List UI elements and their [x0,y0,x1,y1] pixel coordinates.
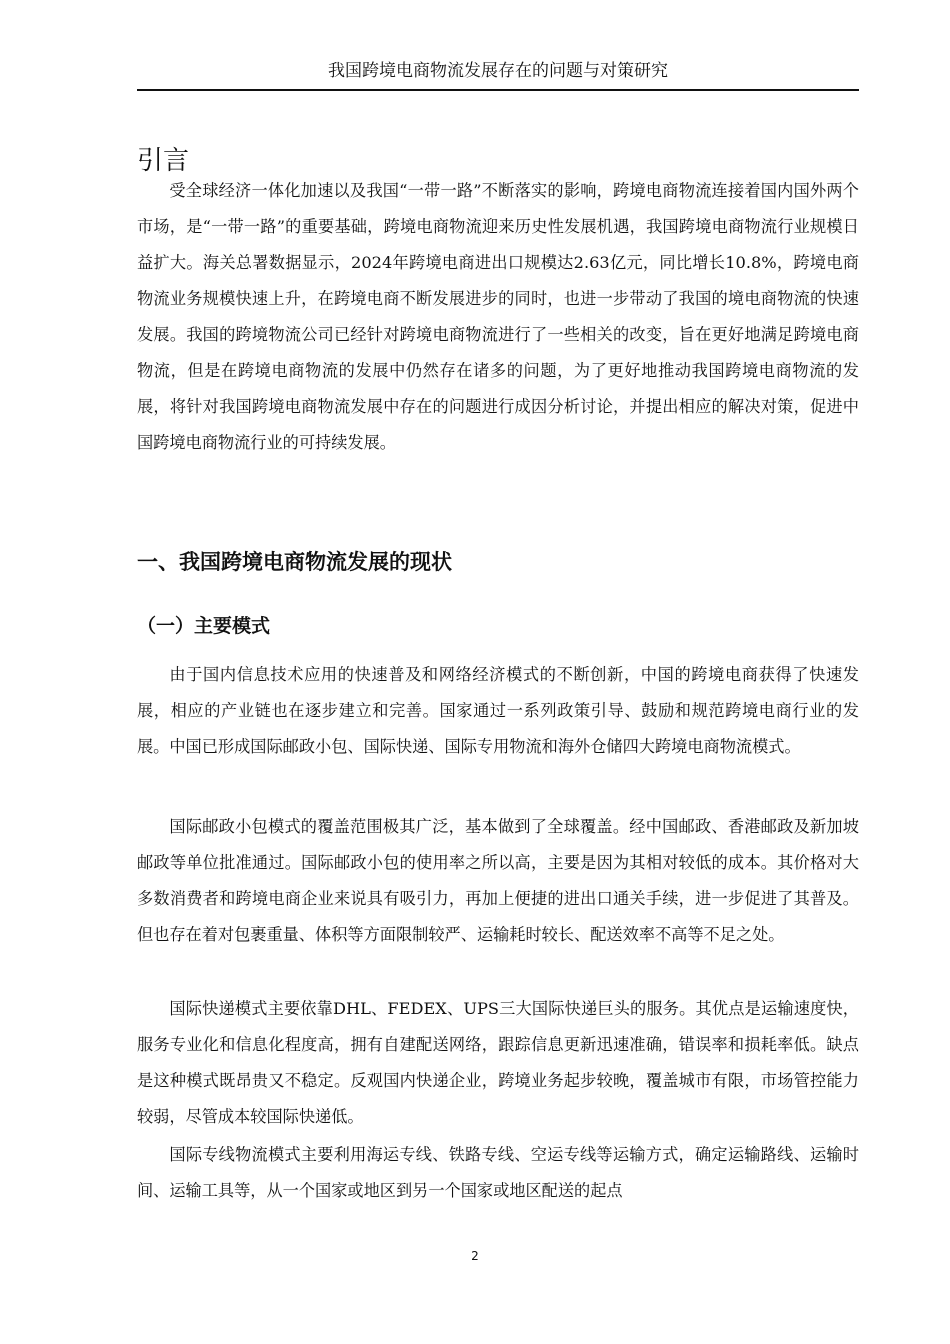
intro-heading: 引言 [137,146,190,176]
subsection-heading: （一）主要模式 [137,615,271,637]
body-paragraph-1: 由于国内信息技术应用的快速普及和网络经济模式的不断创新，中国的跨境电商获得了快速发展，相应的产业链也在逐步建立和完善。国家通过一系列政策引导、鼓励和规范跨境电商行业的发展。中国已形成国际邮政小包、国际快递、国际专用物流和海外仓储四大跨境电商物流模式。 [137,665,859,756]
intro-paragraph: 受全球经济一体化加速以及我国“一带一路”不断落实的影响，跨境电商物流连接着国内国外两个市场，是“一带一路”的重要基础，跨境电商物流迎来历史性发展机遇，我国跨境电商物流行业规模日益扩大。海关总署数据显示，2024年跨境电商进出口规模达2.63亿元，同比增长10.8%，跨境电商物流业务规模快速上升，在跨境电商不断发展进步的同时，也进一步带动了我国的境电商物流的快速发展。我国的跨境物流公司已经针对跨境电商物流进行了一些相关的改变，旨在更好地满足跨境电商物流，但是在跨境电商物流的发展中仍然存在诸多的问题，为了更好地推动我国跨境电商物流的发展，将针对我国跨境电商物流发展中存在的问题进行成因分析讨论，并提出相应的解决对策，促进中国跨境电商物流行业的可持续发展。 [137,181,859,452]
section-heading: 一、我国跨境电商物流发展的现状 [137,550,452,574]
page-number: 2 [471,1249,479,1263]
body-paragraph-2: 国际邮政小包模式的覆盖范围极其广泛，基本做到了全球覆盖。经中国邮政、香港邮政及新加坡邮政等单位批准通过。国际邮政小包的使用率之所以高，主要是因为其相对较低的成本。其价格对大多数消费者和跨境电商企业来说具有吸引力，再加上便捷的进出口通关手续，进一步促进了其普及。但也存在着对包裹重量、体积等方面限制较严、运输耗时较长、配送效率不高等不足之处。 [137,817,859,944]
header-rule [137,89,859,91]
running-header: 我国跨境电商物流发展存在的问题与对策研究 [328,61,668,81]
body-paragraph-3: 国际快递模式主要依靠DHL、FEDEX、UPS三大国际快递巨头的服务。其优点是运输速度快，服务专业化和信息化程度高，拥有自建配送网络，跟踪信息更新迅速准确，错误率和损耗率低。缺点是这种模式既昂贵又不稳定。反观国内快递企业，跨境业务起步较晚，覆盖城市有限，市场管控能力较弱，尽管成本较国际快递低。 [137,999,859,1126]
body-paragraph-4: 国际专线物流模式主要利用海运专线、铁路专线、空运专线等运输方式，确定运输路线、运输时间、运输工具等，从一个国家或地区到另一个国家或地区配送的起点 [137,1145,859,1200]
